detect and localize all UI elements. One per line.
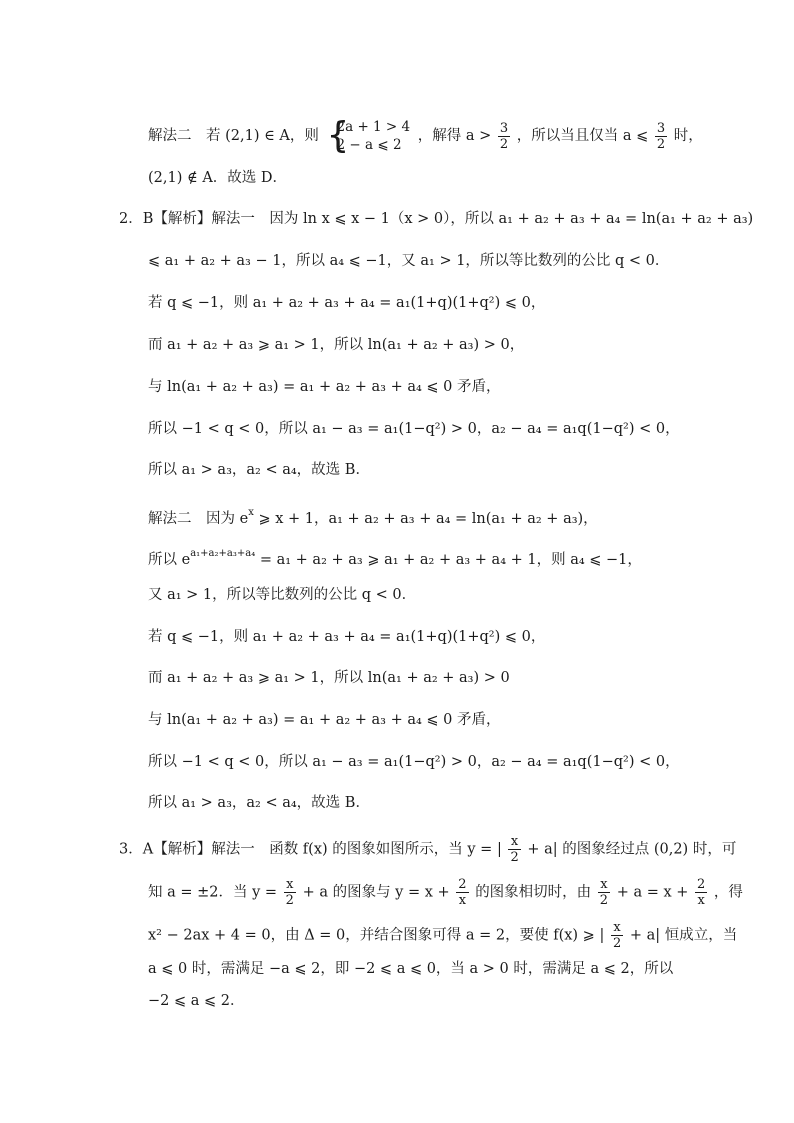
system-row-2: 2 − a ⩽ 2 [336,137,402,153]
item2-line8-b: ⩾ x + 1，a₁ + a₂ + a₃ + a₄ = ln(a₁ + a₂ + a₃)， [253,511,598,527]
fraction-3-over-2 [498,121,510,152]
fraction-numerator: x [598,877,610,893]
fraction-denominator: 2 [599,893,609,908]
item0-text-a: 解法二 若 (2,1) ∈ A，则 [148,128,319,144]
item0-text-c: ，所以当且仅当 a ⩽ [516,128,649,144]
item3-line2-a: 知 a = ±2．当 y = [148,884,278,901]
item3-line3 [148,920,737,951]
exponent: x [248,507,254,518]
item3-line2-e: ，得 [713,884,743,901]
item2-line7: 所以 a₁ > a₃，a₂ < a₄，故选 B． [148,462,370,478]
item2-line9-b: = a₁ + a₂ + a₃ ⩾ a₁ + a₂ + a₃ + a₄ + 1，则 a₄ ⩽ −1， [255,552,642,568]
item3-line4: a ⩽ 0 时，需满足 −a ⩽ 2，即 −2 ⩽ a ⩽ 0，当 a > 0 时，需满足 a ⩽ 2，所以 [148,961,674,977]
item3-line2-c: 的图象相切时，由 [475,884,592,901]
item3-line1-a: 3．A【解析】解法一 函数 f(x) 的图象如图所示，当 y = | [119,841,502,858]
fraction-numerator: 3 [499,120,509,136]
item2-line6: 所以 −1 < q < 0，所以 a₁ − a₃ = a₁(1−q²) > 0，a₂ − a₄ = a₁q(1−q²) < 0， [148,421,680,437]
fraction-numerator: x [611,920,623,936]
fraction-denominator: 2 [285,893,294,908]
left-brace-icon: { [326,115,350,156]
fraction-numerator: 2 [458,877,467,892]
item3-line3-b: + a| 恒成立，当 [629,927,738,944]
fraction-numerator: x [284,877,296,893]
item2-line9 [148,544,642,570]
fraction-numerator: x [508,834,520,850]
item2-line10: 又 a₁ > 1，所以等比数列的公比 q < 0． [148,587,417,603]
item3-line2-d: + a = x + [616,884,689,901]
item3-line5: −2 ⩽ a ⩽ 2． [148,993,245,1009]
item2-line12: 而 a₁ + a₂ + a₃ ⩾ a₁ > 1，所以 ln(a₁ + a₂ + a₃) > 0 [148,670,510,686]
fraction-denominator: x [458,893,467,908]
item2-line9-a: 所以 e [148,552,191,568]
item2-line15: 所以 a₁ > a₃，a₂ < a₄，故选 B． [148,795,370,811]
fraction-x-over-2 [598,877,610,908]
exponent: a₁+a₂+a₃+a₄ [190,548,256,559]
item2-line2: ⩽ a₁ + a₂ + a₃ − 1，所以 a₄ ⩽ −1，又 a₁ > 1，所以等比数列的公比 q < 0． [148,253,670,269]
inequality-system [326,115,411,156]
fraction-numerator: 2 [697,877,706,892]
item2-line11: 若 q ⩽ −1，则 a₁ + a₂ + a₃ + a₄ = a₁(1+q)(1+q²) ⩽ 0， [148,629,546,645]
item0-text-b: ，解得 a > [417,128,492,144]
system-row-1: 2a + 1 > 4 [336,119,411,135]
fraction-denominator: 2 [510,850,519,865]
item2-line8 [148,503,598,529]
item2-line13: 与 ln(a₁ + a₂ + a₃) = a₁ + a₂ + a₃ + a₄ ⩽ 0 矛盾， [148,712,501,728]
item0-line2: (2,1) ∉ A．故选 D． [148,170,288,186]
item2-line3: 若 q ⩽ −1，则 a₁ + a₂ + a₃ + a₄ = a₁(1+q)(1+q²) ⩽ 0， [148,295,546,311]
fraction-numerator: 3 [656,120,666,136]
fraction-2-over-x [456,877,468,908]
fraction-2-over-x [695,877,707,908]
fraction-denominator: 2 [499,136,509,152]
item3-line2 [148,877,743,908]
fraction-denominator: 2 [656,136,666,152]
fraction-x-over-2 [508,834,520,865]
item2-line1: 2．B【解析】解法一 因为 ln x ⩽ x − 1（x > 0），所以 a₁ + a₂ + a₃ + a₄ = ln(a₁ + a₂ + a₃) [119,211,754,227]
fraction-denominator: x [697,893,705,908]
fraction-x-over-2 [611,920,623,951]
fraction-denominator: 2 [612,936,622,951]
item2-line5: 与 ln(a₁ + a₂ + a₃) = a₁ + a₂ + a₃ + a₄ ⩽ 0 矛盾， [148,379,501,395]
item3-line3-a: x² − 2ax + 4 = 0，由 Δ = 0，并结合图象可得 a = 2，要使 f(x) ⩾ | [148,927,605,944]
item3-line1 [119,834,736,865]
fraction-3-over-2-second [655,121,667,152]
item3-line2-b: + a 的图象与 y = x + [302,884,450,901]
item0-line1 [148,115,703,156]
item2-line8-a: 解法二 因为 e [148,511,249,527]
item3-line1-b: + a| 的图象经过点 (0,2) 时，可 [527,841,737,858]
item2-line14: 所以 −1 < q < 0，所以 a₁ − a₃ = a₁(1−q²) > 0，a₂ − a₄ = a₁q(1−q²) < 0， [148,754,680,770]
fraction-x-over-2 [284,877,296,908]
item0-text-d: 时， [673,128,703,144]
item2-line4: 而 a₁ + a₂ + a₃ ⩾ a₁ > 1，所以 ln(a₁ + a₂ + a₃) > 0， [148,337,525,353]
